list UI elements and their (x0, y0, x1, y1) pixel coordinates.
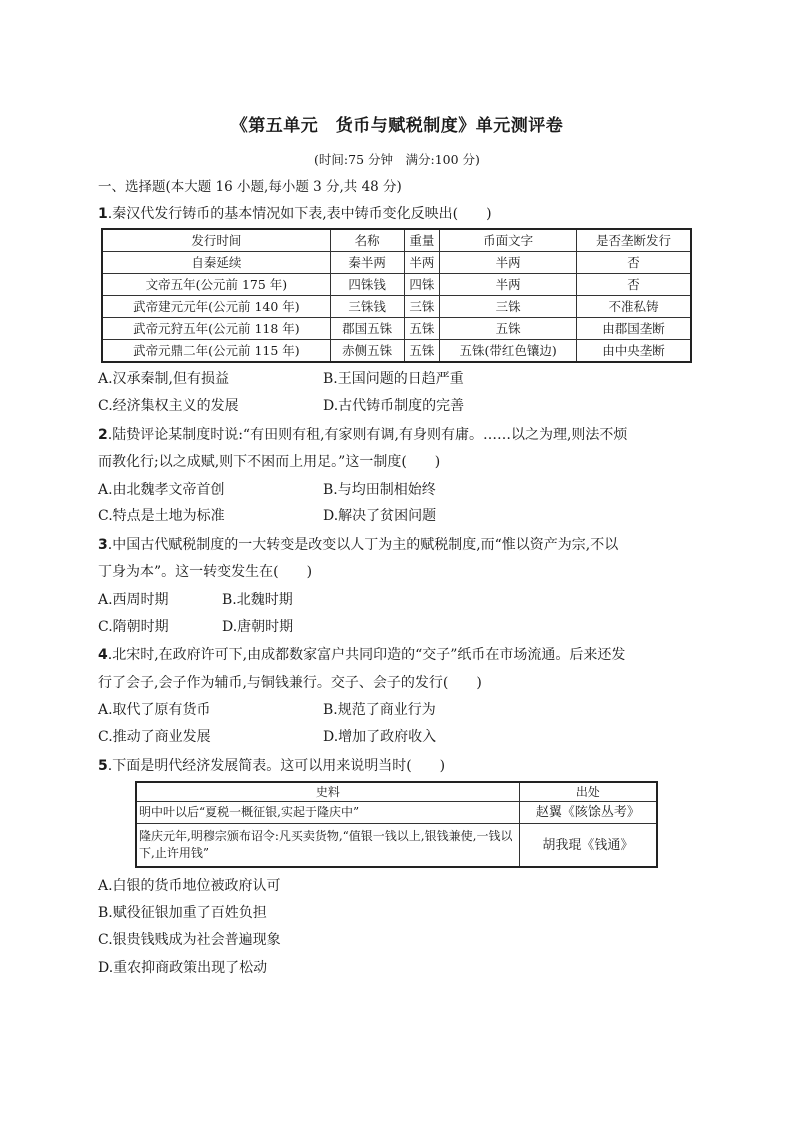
option-b: B.王国问题的日趋严重 (323, 371, 464, 387)
option-b: B.与均田制相始终 (323, 482, 436, 498)
option-d: D.增加了政府收入 (323, 729, 437, 745)
table-header-cell: 币面文字 (440, 229, 577, 252)
page-title: 《第五单元 货币与赋税制度》单元测评卷 (230, 116, 564, 136)
table-header-cell: 名称 (330, 229, 404, 252)
option-a: A.西周时期 (98, 592, 169, 608)
option-c: C.银贵钱贱成为社会普遍现象 (98, 932, 281, 948)
table-row (102, 296, 691, 318)
table-cell: 武帝元鼎二年(公元前 115 年) (102, 340, 330, 363)
question-1-stem (98, 204, 492, 224)
question-number: 3 (98, 537, 108, 553)
option-a: A.取代了原有货币 (98, 702, 211, 718)
option-d: D.唐朝时期 (222, 619, 294, 635)
table-header-cell: 是否垄断发行 (576, 229, 691, 252)
table-cell: 文帝五年(公元前 175 年) (102, 274, 330, 296)
table-header-cell: 重量 (404, 229, 440, 252)
table-cell: 明中叶以后“夏税一概征银,实起于隆庆中” (136, 802, 519, 824)
table-row (102, 252, 691, 274)
option-c: C.特点是土地为标准 (98, 508, 225, 524)
table-header-cell: 发行时间 (102, 229, 330, 252)
question-text: .北宋时,在政府许可下,由成都数家富户共同印造的“交子”纸币在市场流通。后来还发 (107, 647, 626, 663)
table-cell: 赵翼《陔馀丛考》 (519, 802, 657, 824)
table-row (102, 340, 691, 363)
table-row (102, 274, 691, 296)
option-b: B.赋役征银加重了百姓负担 (98, 905, 267, 921)
table-header-cell: 史料 (136, 782, 519, 802)
table-header-row (136, 782, 657, 802)
table-cell: 四铢钱 (330, 274, 404, 296)
table-cell: 否 (576, 252, 691, 274)
question-number: 5 (98, 758, 108, 774)
table-cell: 五铢(带红色镶边) (440, 340, 577, 363)
question-4-stem-cont: 行了会子,会子作为辅币,与铜钱兼行。交子、会子的发行( ) (98, 675, 482, 691)
table-header-row (102, 229, 691, 252)
coin-table (101, 228, 692, 363)
question-number: 2 (98, 427, 108, 443)
table-cell: 隆庆元年,明穆宗颁布诏令:凡买卖货物,“值银一钱以上,银钱兼使,一钱以下,止许用钱” (136, 824, 519, 868)
table-row (102, 318, 691, 340)
table-cell: 三铢 (440, 296, 577, 318)
option-d: D.解决了贫困问题 (323, 508, 437, 524)
question-number: 1 (98, 206, 108, 222)
table-cell: 胡我琨《钱通》 (519, 824, 657, 868)
question-3-stem-cont: 丁身为本”。这一转变发生在( ) (98, 564, 313, 580)
question-5-stem (98, 756, 445, 776)
option-b: B.规范了商业行为 (323, 702, 436, 718)
table-cell: 三铢 (404, 296, 440, 318)
table-cell: 五铢 (404, 318, 440, 340)
table-cell: 武帝元狩五年(公元前 118 年) (102, 318, 330, 340)
table-cell: 自秦延续 (102, 252, 330, 274)
table-cell: 半两 (404, 252, 440, 274)
option-c: C.隋朝时期 (98, 619, 169, 635)
section-heading: 一、选择题(本大题 16 小题,每小题 3 分,共 48 分) (98, 179, 402, 195)
table-cell: 武帝建元元年(公元前 140 年) (102, 296, 330, 318)
table-cell: 赤侧五铢 (330, 340, 404, 363)
table-row (136, 824, 657, 868)
option-b: B.北魏时期 (222, 592, 293, 608)
table-cell: 半两 (440, 252, 577, 274)
option-a: A.白银的货币地位被政府认可 (98, 878, 281, 894)
table-cell: 秦半两 (330, 252, 404, 274)
table-cell: 由中央垄断 (576, 340, 691, 363)
option-c: C.推动了商业发展 (98, 729, 211, 745)
option-a: A.汉承秦制,但有损益 (98, 371, 230, 387)
option-a: A.由北魏孝文帝首创 (98, 482, 225, 498)
table-header-cell: 出处 (519, 782, 657, 802)
question-2-stem-cont: 而教化行;以之成赋,则下不困而上用足。”这一制度( ) (98, 454, 441, 470)
table-cell: 三铢钱 (330, 296, 404, 318)
table-cell: 郡国五铢 (330, 318, 404, 340)
table-cell: 不准私铸 (576, 296, 691, 318)
option-d: D.古代铸币制度的完善 (323, 398, 465, 414)
question-text: .下面是明代经济发展简表。这可以用来说明当时( ) (107, 758, 446, 774)
exam-info: (时间:75 分钟 满分:100 分) (314, 152, 480, 167)
option-d: D.重农抑商政策出现了松动 (98, 960, 268, 976)
table-cell: 由郡国垄断 (576, 318, 691, 340)
question-text: .中国古代赋税制度的一大转变是改变以人丁为主的赋税制度,而“惟以资产为宗,不以 (107, 537, 619, 553)
question-text: .秦汉代发行铸币的基本情况如下表,表中铸币变化反映出( ) (107, 206, 492, 222)
table-cell: 五铢 (440, 318, 577, 340)
table-cell: 四铢 (404, 274, 440, 296)
question-3-stem (98, 535, 618, 555)
question-4-stem (98, 645, 625, 665)
source-table (135, 781, 658, 868)
option-c: C.经济集权主义的发展 (98, 398, 239, 414)
question-text: .陆贽评论某制度时说:“有田则有租,有家则有调,有身则有庸。……以之为理,则法不烦 (107, 427, 628, 443)
table-cell: 否 (576, 274, 691, 296)
table-cell: 五铢 (404, 340, 440, 363)
question-number: 4 (98, 647, 108, 663)
question-2-stem (98, 425, 627, 445)
table-row (136, 802, 657, 824)
table-cell: 半两 (440, 274, 577, 296)
